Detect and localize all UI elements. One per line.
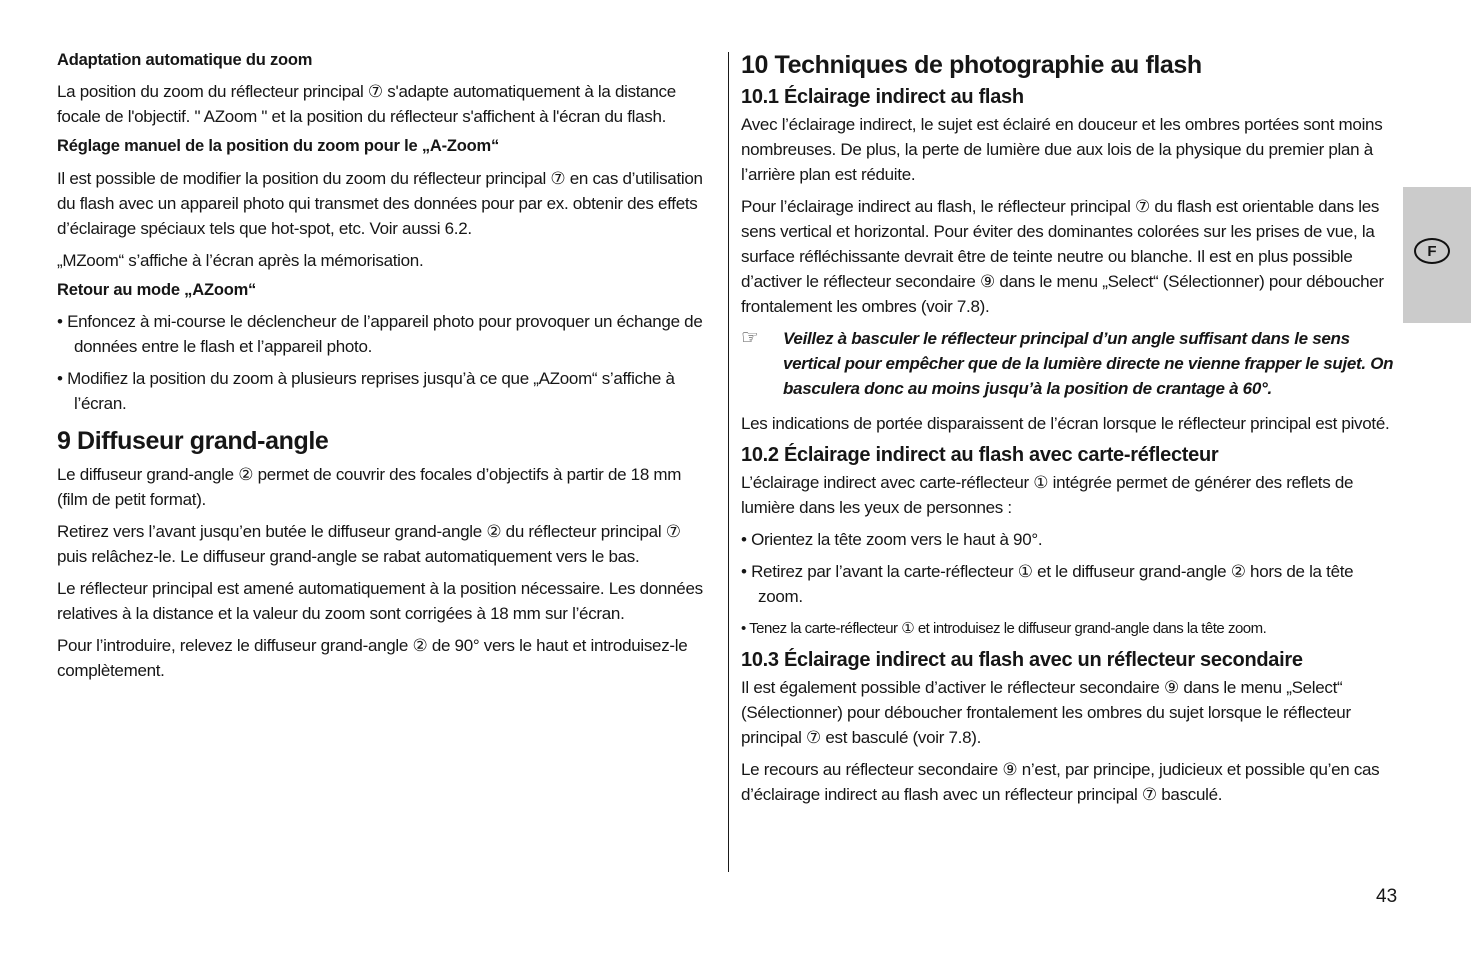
paragraph-9-2: Retirez vers l’avant jusqu’en butée le diffuseur grand-angle ② du réflecteur principal ⑦ puis relâchez-le. Le diffuseur grand-angle se rabat automatiquement vers le bas. [57, 521, 681, 566]
list-item: • Orientez la tête zoom vers le haut à 90°. [741, 530, 1043, 550]
heading-zoom-manual: Réglage manuel de la position du zoom pour le „A-Zoom“ [57, 137, 500, 156]
left-column [57, 50, 713, 690]
chapter-10-title: 10 Techniques de photographie au flash [741, 51, 1202, 79]
list-item: • Modifiez la position du zoom à plusieurs reprises jusqu’à ce que „AZoom“ s’affiche à l’écran. [57, 369, 675, 414]
note-block [741, 326, 1399, 401]
list-item: • Retirez par l’avant la carte-réflecteur ① et le diffuseur grand-angle ② hors de la tête zoom. [741, 562, 1354, 607]
list-item: • Tenez la carte-réflecteur ① et introduisez le diffuseur grand-angle dans la tête zoom. [741, 620, 1267, 638]
paragraph-9-3: Le réflecteur principal est amené automatiquement à la position nécessaire. Les données relatives à la distance et la valeur du zoom sont corrigées à 18 mm sur l’écran. [57, 578, 703, 623]
note-text: Veillez à basculer le réflecteur principal d’un angle suffisant dans le sens vertical pour empêcher que de la lumière directe ne vienne frapper le sujet. On basculera donc au moins jusqu’à la position de crantage à 60°. [783, 329, 1394, 399]
right-column [741, 50, 1399, 814]
pointing-hand-icon: ☞ [741, 327, 759, 350]
paragraph-zoom-auto: La position du zoom du réflecteur principal ⑦ s'adapte automatiquement à la distance focale de l'objectif. " AZoom " et la position du réflecteur s'affichent à l'écran du flash. [57, 82, 676, 127]
paragraph-10-1-b: Pour l’éclairage indirect au flash, le réflecteur principal ⑦ du flash est orientable dans les sens vertical et horizontal. Pour éviter des dominantes colorées sur les prises de vue, la surface réfléchissante devrait être de teinte neutre ou blanche. Il est en plus possible d’activer le réflecteur secondaire ⑨ dans le menu „Select“ (Sélectionner) pour déboucher frontalement les ombres (voir 7.8). [741, 197, 1384, 317]
section-10-1-title: 10.1 Éclairage indirect au flash [741, 86, 1024, 109]
paragraph-10-3-b: Le recours au réflecteur secondaire ⑨ n’est, par principe, judicieux et possible qu’en cas d’éclairage indirect au flash avec un réflecteur principal ⑦ basculé. [741, 760, 1380, 805]
paragraph-9-1: Le diffuseur grand-angle ② permet de couvrir des focales d’objectifs à partir de 18 mm (film de petit format). [57, 464, 682, 509]
list-azoom-return [57, 309, 713, 416]
heading-zoom-auto: Adaptation automatique du zoom [57, 51, 313, 69]
paragraph-zoom-manual-2: „MZoom“ s’affiche à l’écran après la mémorisation. [57, 250, 424, 270]
paragraph-10-3-a: Il est également possible d’activer le réflecteur secondaire ⑨ dans le menu „Select“ (Sélectionner) pour déboucher frontalement les ombres du sujet lorsque le réflecteur principal ⑦ est basculé (voir 7.8). [741, 678, 1351, 748]
paragraph-zoom-manual-1: Il est possible de modifier la position du zoom du réflecteur principal ⑦ en cas d’utilisation du flash avec un appareil photo qui transmet des données pour par ex. obtenir des effets d’éclairage spéciaux tels que hot-spot, etc. Voir aussi 6.2. [57, 168, 703, 238]
paragraph-10-2: L’éclairage indirect avec carte-réflecteur ① intégrée permet de générer des reflets de lumière dans les yeux de personnes : [741, 473, 1354, 518]
heading-azoom-return: Retour au mode „AZoom“ [57, 280, 257, 299]
list-10-2 [741, 527, 1399, 641]
section-10-2-title: 10.2 Éclairage indirect au flash avec carte-réflecteur [741, 444, 1219, 467]
chapter-9-title: 9 Diffuseur grand-angle [57, 427, 329, 456]
section-10-3-title: 10.3 Éclairage indirect au flash avec un réflecteur secondaire [741, 649, 1303, 672]
paragraph-10-1-a: Avec l’éclairage indirect, le sujet est éclairé en douceur et les ombres portées sont moins nombreuses. De plus, la perte de lumière due aux lois de la physique du premier plan à l’arrière plan est réduite. [741, 115, 1383, 185]
paragraph-9-4: Pour l’introduire, relevez le diffuseur grand-angle ② de 90° vers le haut et introduisez-le complètement. [57, 635, 688, 680]
language-badge: F [1414, 238, 1450, 264]
list-item: • Enfoncez à mi-course le déclencheur de l’appareil photo pour provoquer un échange de données entre le flash et l’appareil photo. [57, 312, 703, 357]
paragraph-10-1-c: Les indications de portée disparaissent de l’écran lorsque le réflecteur principal est pivoté. [741, 414, 1390, 434]
page-number: 43 [1376, 886, 1398, 907]
column-divider [728, 52, 729, 872]
